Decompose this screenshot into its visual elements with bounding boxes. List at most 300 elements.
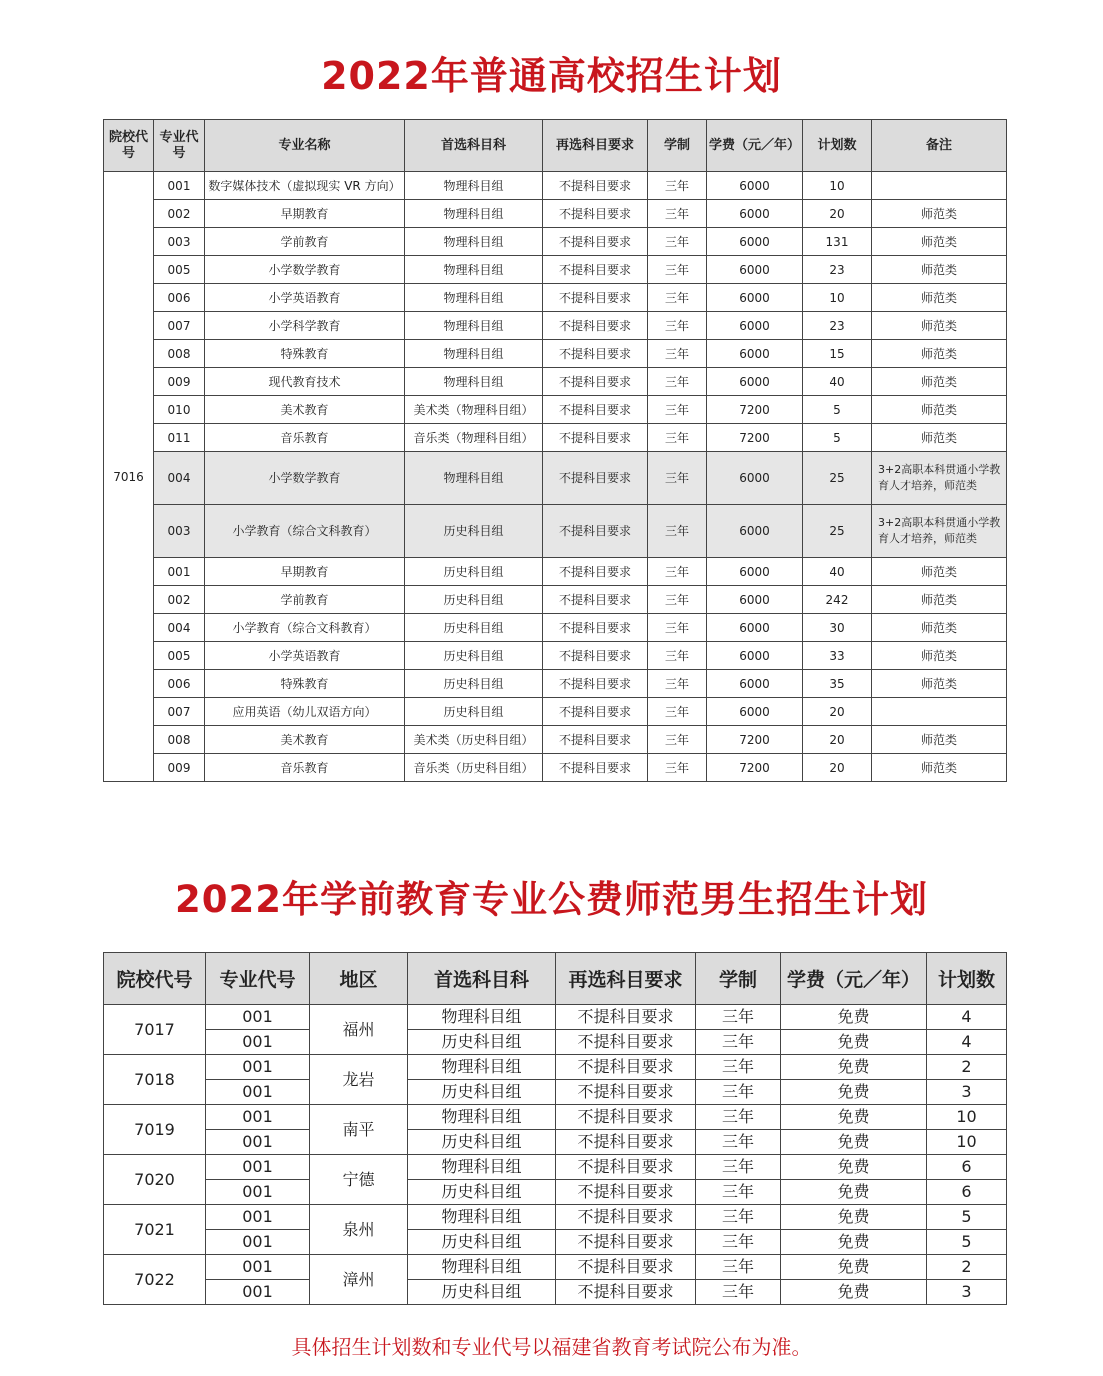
table-row (104, 1005, 1007, 1030)
remark-cell: 师范类 (872, 754, 1007, 782)
second-subject-cell: 不提科目要求 (543, 614, 648, 642)
major-code-cell: 001 (206, 1155, 310, 1180)
male-teacher-admission-table (103, 952, 1007, 1305)
plan-cell: 23 (803, 256, 872, 284)
school-code-cell: 7019 (104, 1105, 206, 1155)
region-cell: 漳州 (310, 1255, 408, 1305)
duration-cell: 三年 (696, 1080, 781, 1105)
remark-cell: 师范类 (872, 558, 1007, 586)
major-name-cell: 早期教育 (205, 200, 405, 228)
table-row (104, 726, 1007, 754)
plan-cell: 20 (803, 200, 872, 228)
school-code-cell: 7016 (104, 172, 154, 782)
table-row (104, 505, 1007, 558)
major-code-cell: 002 (154, 200, 205, 228)
plan-cell: 20 (803, 726, 872, 754)
footnote: 具体招生计划数和专业代号以福建省教育考试院公布为准。 (291, 1335, 812, 1359)
duration-cell: 三年 (648, 312, 707, 340)
major-code-cell: 008 (154, 726, 205, 754)
tuition-cell: 7200 (707, 396, 803, 424)
major-code-cell: 008 (154, 340, 205, 368)
plan-cell: 10 (927, 1130, 1007, 1155)
tuition-cell: 免费 (781, 1005, 927, 1030)
duration-cell: 三年 (648, 228, 707, 256)
tuition-cell: 6000 (707, 452, 803, 505)
plan-cell: 3 (927, 1080, 1007, 1105)
duration-cell: 三年 (696, 1055, 781, 1080)
second-subject-cell: 不提科目要求 (543, 340, 648, 368)
plan-cell: 10 (803, 284, 872, 312)
plan-cell: 6 (927, 1180, 1007, 1205)
region-cell: 宁德 (310, 1155, 408, 1205)
table-row (104, 340, 1007, 368)
plan-cell: 40 (803, 368, 872, 396)
remark-cell: 师范类 (872, 368, 1007, 396)
remark-cell: 3+2高职本科贯通小学教育人才培养，师范类 (872, 452, 1007, 505)
major-name-cell: 学前教育 (205, 586, 405, 614)
plan-cell: 33 (803, 642, 872, 670)
major-name-cell: 应用英语（幼儿双语方向） (205, 698, 405, 726)
second-subject-cell: 不提科目要求 (543, 452, 648, 505)
major-name-cell: 现代教育技术 (205, 368, 405, 396)
region-cell: 泉州 (310, 1205, 408, 1255)
header-region: 地区 (310, 953, 408, 1005)
first-subject-cell: 物理科目组 (405, 284, 543, 312)
table1-header-row (104, 120, 1007, 172)
second-subject-cell: 不提科目要求 (543, 396, 648, 424)
region-cell: 南平 (310, 1105, 408, 1155)
major-code-cell: 009 (154, 754, 205, 782)
table-row (104, 172, 1007, 200)
tuition-cell: 免费 (781, 1130, 927, 1155)
header-plan: 计划数 (803, 120, 872, 172)
plan-cell: 3 (927, 1280, 1007, 1305)
tuition-cell: 6000 (707, 558, 803, 586)
major-code-cell: 007 (154, 698, 205, 726)
header-major-name: 专业名称 (205, 120, 405, 172)
table-row (104, 1080, 1007, 1105)
first-subject-cell: 物理科目组 (408, 1205, 556, 1230)
table-row (104, 614, 1007, 642)
first-subject-cell: 历史科目组 (408, 1180, 556, 1205)
tuition-cell: 免费 (781, 1205, 927, 1230)
major-name-cell: 学前教育 (205, 228, 405, 256)
duration-cell: 三年 (648, 284, 707, 312)
duration-cell: 三年 (696, 1155, 781, 1180)
second-subject-cell: 不提科目要求 (543, 586, 648, 614)
header-second-subject: 再选科目要求 (543, 120, 648, 172)
major-name-cell: 美术教育 (205, 396, 405, 424)
major-name-cell: 小学教育（综合文科教育） (205, 614, 405, 642)
table-row (104, 256, 1007, 284)
first-subject-cell: 历史科目组 (405, 614, 543, 642)
first-subject-cell: 物理科目组 (405, 312, 543, 340)
table-row (104, 558, 1007, 586)
table-row (104, 754, 1007, 782)
table-row (104, 1130, 1007, 1155)
table-row (104, 200, 1007, 228)
major-code-cell: 007 (154, 312, 205, 340)
plan-cell: 35 (803, 670, 872, 698)
tuition-cell: 6000 (707, 614, 803, 642)
first-subject-cell: 物理科目组 (408, 1005, 556, 1030)
table-row (104, 1105, 1007, 1130)
header-tuition: 学费（元／年） (781, 953, 927, 1005)
duration-cell: 三年 (696, 1205, 781, 1230)
remark-cell: 3+2高职本科贯通小学教育人才培养，师范类 (872, 505, 1007, 558)
tuition-cell: 免费 (781, 1055, 927, 1080)
duration-cell: 三年 (648, 726, 707, 754)
table-row (104, 1280, 1007, 1305)
remark-cell: 师范类 (872, 340, 1007, 368)
major-code-cell: 001 (206, 1205, 310, 1230)
second-subject-cell: 不提科目要求 (556, 1180, 696, 1205)
school-code-cell: 7020 (104, 1155, 206, 1205)
second-subject-cell: 不提科目要求 (543, 698, 648, 726)
table-row (104, 1180, 1007, 1205)
table-row (104, 1155, 1007, 1180)
header-school-code: 院校代号 (104, 120, 154, 172)
major-name-cell: 小学数学教育 (205, 452, 405, 505)
second-subject-cell: 不提科目要求 (543, 312, 648, 340)
second-subject-cell: 不提科目要求 (543, 200, 648, 228)
major-code-cell: 004 (154, 452, 205, 505)
region-cell: 龙岩 (310, 1055, 408, 1105)
plan-cell: 131 (803, 228, 872, 256)
major-code-cell: 001 (206, 1280, 310, 1305)
second-subject-cell: 不提科目要求 (556, 1255, 696, 1280)
header-major-code: 专业代号 (154, 120, 205, 172)
plan-cell: 20 (803, 754, 872, 782)
plan-cell: 2 (927, 1255, 1007, 1280)
table2-title: 2022年学前教育专业公费师范男生招生计划 (175, 878, 928, 921)
tuition-cell: 免费 (781, 1080, 927, 1105)
plan-cell: 5 (927, 1205, 1007, 1230)
table-row (104, 284, 1007, 312)
major-name-cell: 小学英语教育 (205, 284, 405, 312)
second-subject-cell: 不提科目要求 (543, 642, 648, 670)
first-subject-cell: 历史科目组 (405, 505, 543, 558)
duration-cell: 三年 (648, 200, 707, 228)
plan-cell: 25 (803, 505, 872, 558)
tuition-cell: 7200 (707, 754, 803, 782)
first-subject-cell: 物理科目组 (405, 368, 543, 396)
remark-cell: 师范类 (872, 726, 1007, 754)
plan-cell: 40 (803, 558, 872, 586)
duration-cell: 三年 (696, 1030, 781, 1055)
header-major-code: 专业代号 (206, 953, 310, 1005)
major-code-cell: 001 (206, 1105, 310, 1130)
general-admission-table (103, 119, 1007, 782)
plan-cell: 2 (927, 1055, 1007, 1080)
major-code-cell: 003 (154, 505, 205, 558)
tuition-cell: 7200 (707, 424, 803, 452)
first-subject-cell: 物理科目组 (405, 256, 543, 284)
tuition-cell: 免费 (781, 1030, 927, 1055)
header-plan: 计划数 (927, 953, 1007, 1005)
duration-cell: 三年 (648, 256, 707, 284)
tuition-cell: 6000 (707, 505, 803, 558)
second-subject-cell: 不提科目要求 (543, 726, 648, 754)
major-name-cell: 音乐教育 (205, 424, 405, 452)
tuition-cell: 7200 (707, 726, 803, 754)
duration-cell: 三年 (648, 558, 707, 586)
major-name-cell: 早期教育 (205, 558, 405, 586)
tuition-cell: 6000 (707, 670, 803, 698)
tuition-cell: 免费 (781, 1105, 927, 1130)
tuition-cell: 6000 (707, 642, 803, 670)
tuition-cell: 免费 (781, 1230, 927, 1255)
major-code-cell: 005 (154, 642, 205, 670)
remark-cell: 师范类 (872, 312, 1007, 340)
plan-cell: 5 (803, 396, 872, 424)
school-code-cell: 7018 (104, 1055, 206, 1105)
first-subject-cell: 历史科目组 (405, 698, 543, 726)
duration-cell: 三年 (648, 424, 707, 452)
major-name-cell: 数字媒体技术（虚拟现实 VR 方向） (205, 172, 405, 200)
school-code-cell: 7017 (104, 1005, 206, 1055)
duration-cell: 三年 (648, 754, 707, 782)
major-code-cell: 001 (206, 1080, 310, 1105)
duration-cell: 三年 (648, 698, 707, 726)
major-code-cell: 001 (206, 1255, 310, 1280)
header-second-subject: 再选科目要求 (556, 953, 696, 1005)
major-code-cell: 003 (154, 228, 205, 256)
second-subject-cell: 不提科目要求 (543, 505, 648, 558)
region-cell: 福州 (310, 1005, 408, 1055)
second-subject-cell: 不提科目要求 (543, 172, 648, 200)
duration-cell: 三年 (648, 614, 707, 642)
header-duration: 学制 (696, 953, 781, 1005)
major-code-cell: 001 (206, 1180, 310, 1205)
second-subject-cell: 不提科目要求 (543, 368, 648, 396)
duration-cell: 三年 (696, 1105, 781, 1130)
remark-cell: 师范类 (872, 424, 1007, 452)
second-subject-cell: 不提科目要求 (556, 1280, 696, 1305)
first-subject-cell: 物理科目组 (408, 1155, 556, 1180)
second-subject-cell: 不提科目要求 (543, 284, 648, 312)
major-name-cell: 小学数学教育 (205, 256, 405, 284)
duration-cell: 三年 (648, 505, 707, 558)
table-row (104, 1230, 1007, 1255)
first-subject-cell: 历史科目组 (405, 586, 543, 614)
second-subject-cell: 不提科目要求 (543, 558, 648, 586)
plan-cell: 4 (927, 1005, 1007, 1030)
duration-cell: 三年 (696, 1130, 781, 1155)
header-remark: 备注 (872, 120, 1007, 172)
table-row (104, 368, 1007, 396)
table-row (104, 670, 1007, 698)
first-subject-cell: 物理科目组 (408, 1055, 556, 1080)
first-subject-cell: 物理科目组 (408, 1255, 556, 1280)
duration-cell: 三年 (648, 586, 707, 614)
header-tuition: 学费（元／年） (707, 120, 803, 172)
second-subject-cell: 不提科目要求 (543, 424, 648, 452)
major-code-cell: 001 (154, 172, 205, 200)
major-code-cell: 001 (206, 1005, 310, 1030)
second-subject-cell: 不提科目要求 (556, 1105, 696, 1130)
tuition-cell: 免费 (781, 1180, 927, 1205)
first-subject-cell: 物理科目组 (405, 340, 543, 368)
school-code-cell: 7021 (104, 1205, 206, 1255)
duration-cell: 三年 (648, 452, 707, 505)
second-subject-cell: 不提科目要求 (543, 670, 648, 698)
first-subject-cell: 美术类（历史科目组） (405, 726, 543, 754)
second-subject-cell: 不提科目要求 (556, 1205, 696, 1230)
remark-cell: 师范类 (872, 586, 1007, 614)
remark-cell (872, 698, 1007, 726)
plan-cell: 4 (927, 1030, 1007, 1055)
tuition-cell: 6000 (707, 698, 803, 726)
major-name-cell: 小学教育（综合文科教育） (205, 505, 405, 558)
table-row (104, 396, 1007, 424)
table-row (104, 1205, 1007, 1230)
second-subject-cell: 不提科目要求 (556, 1080, 696, 1105)
major-name-cell: 小学英语教育 (205, 642, 405, 670)
major-name-cell: 小学科学教育 (205, 312, 405, 340)
first-subject-cell: 历史科目组 (408, 1280, 556, 1305)
header-first-subject: 首选科目科 (408, 953, 556, 1005)
remark-cell: 师范类 (872, 228, 1007, 256)
major-code-cell: 001 (206, 1130, 310, 1155)
major-code-cell: 005 (154, 256, 205, 284)
major-code-cell: 010 (154, 396, 205, 424)
first-subject-cell: 音乐类（物理科目组） (405, 424, 543, 452)
table2-header-row (104, 953, 1007, 1005)
table-row (104, 312, 1007, 340)
second-subject-cell: 不提科目要求 (556, 1155, 696, 1180)
first-subject-cell: 历史科目组 (405, 558, 543, 586)
remark-cell: 师范类 (872, 284, 1007, 312)
major-code-cell: 001 (206, 1055, 310, 1080)
second-subject-cell: 不提科目要求 (543, 754, 648, 782)
header-school-code: 院校代号 (104, 953, 206, 1005)
duration-cell: 三年 (648, 670, 707, 698)
plan-cell: 10 (803, 172, 872, 200)
first-subject-cell: 历史科目组 (408, 1030, 556, 1055)
major-name-cell: 特殊教育 (205, 670, 405, 698)
duration-cell: 三年 (696, 1230, 781, 1255)
tuition-cell: 6000 (707, 284, 803, 312)
table-row (104, 1255, 1007, 1280)
remark-cell: 师范类 (872, 614, 1007, 642)
tuition-cell: 6000 (707, 368, 803, 396)
tuition-cell: 6000 (707, 200, 803, 228)
table-row (104, 228, 1007, 256)
plan-cell: 20 (803, 698, 872, 726)
first-subject-cell: 物理科目组 (405, 172, 543, 200)
table-row (104, 642, 1007, 670)
tuition-cell: 免费 (781, 1155, 927, 1180)
tuition-cell: 6000 (707, 340, 803, 368)
major-code-cell: 004 (154, 614, 205, 642)
major-name-cell: 特殊教育 (205, 340, 405, 368)
remark-cell: 师范类 (872, 396, 1007, 424)
major-name-cell: 音乐教育 (205, 754, 405, 782)
duration-cell: 三年 (696, 1005, 781, 1030)
duration-cell: 三年 (648, 368, 707, 396)
tuition-cell: 免费 (781, 1255, 927, 1280)
tuition-cell: 6000 (707, 312, 803, 340)
remark-cell: 师范类 (872, 256, 1007, 284)
major-code-cell: 001 (206, 1030, 310, 1055)
tuition-cell: 6000 (707, 256, 803, 284)
second-subject-cell: 不提科目要求 (543, 228, 648, 256)
remark-cell: 师范类 (872, 642, 1007, 670)
second-subject-cell: 不提科目要求 (556, 1130, 696, 1155)
table1-title: 2022年普通高校招生计划 (321, 54, 782, 98)
plan-cell: 23 (803, 312, 872, 340)
first-subject-cell: 美术类（物理科目组） (405, 396, 543, 424)
plan-cell: 25 (803, 452, 872, 505)
plan-cell: 242 (803, 586, 872, 614)
table-row (104, 1030, 1007, 1055)
plan-cell: 5 (927, 1230, 1007, 1255)
first-subject-cell: 历史科目组 (408, 1130, 556, 1155)
table-row (104, 452, 1007, 505)
duration-cell: 三年 (648, 642, 707, 670)
remark-cell: 师范类 (872, 200, 1007, 228)
tuition-cell: 6000 (707, 228, 803, 256)
table-row (104, 424, 1007, 452)
first-subject-cell: 物理科目组 (405, 200, 543, 228)
first-subject-cell: 历史科目组 (408, 1080, 556, 1105)
tuition-cell: 免费 (781, 1280, 927, 1305)
header-duration: 学制 (648, 120, 707, 172)
duration-cell: 三年 (648, 396, 707, 424)
duration-cell: 三年 (648, 340, 707, 368)
first-subject-cell: 物理科目组 (408, 1105, 556, 1130)
first-subject-cell: 音乐类（历史科目组） (405, 754, 543, 782)
plan-cell: 15 (803, 340, 872, 368)
first-subject-cell: 物理科目组 (405, 452, 543, 505)
major-code-cell: 002 (154, 586, 205, 614)
major-code-cell: 011 (154, 424, 205, 452)
major-code-cell: 001 (154, 558, 205, 586)
duration-cell: 三年 (648, 172, 707, 200)
tuition-cell: 6000 (707, 172, 803, 200)
major-name-cell: 美术教育 (205, 726, 405, 754)
second-subject-cell: 不提科目要求 (556, 1005, 696, 1030)
second-subject-cell: 不提科目要求 (556, 1230, 696, 1255)
header-first-subject: 首选科目科 (405, 120, 543, 172)
table-row (104, 586, 1007, 614)
second-subject-cell: 不提科目要求 (543, 256, 648, 284)
tuition-cell: 6000 (707, 586, 803, 614)
plan-cell: 30 (803, 614, 872, 642)
plan-cell: 6 (927, 1155, 1007, 1180)
second-subject-cell: 不提科目要求 (556, 1055, 696, 1080)
major-code-cell: 009 (154, 368, 205, 396)
table-row (104, 698, 1007, 726)
second-subject-cell: 不提科目要求 (556, 1030, 696, 1055)
duration-cell: 三年 (696, 1255, 781, 1280)
major-code-cell: 006 (154, 284, 205, 312)
first-subject-cell: 历史科目组 (405, 670, 543, 698)
remark-cell: 师范类 (872, 670, 1007, 698)
first-subject-cell: 历史科目组 (405, 642, 543, 670)
duration-cell: 三年 (696, 1280, 781, 1305)
first-subject-cell: 物理科目组 (405, 228, 543, 256)
plan-cell: 10 (927, 1105, 1007, 1130)
school-code-cell: 7022 (104, 1255, 206, 1305)
first-subject-cell: 历史科目组 (408, 1230, 556, 1255)
table-row (104, 1055, 1007, 1080)
remark-cell (872, 172, 1007, 200)
duration-cell: 三年 (696, 1180, 781, 1205)
major-code-cell: 006 (154, 670, 205, 698)
major-code-cell: 001 (206, 1230, 310, 1255)
